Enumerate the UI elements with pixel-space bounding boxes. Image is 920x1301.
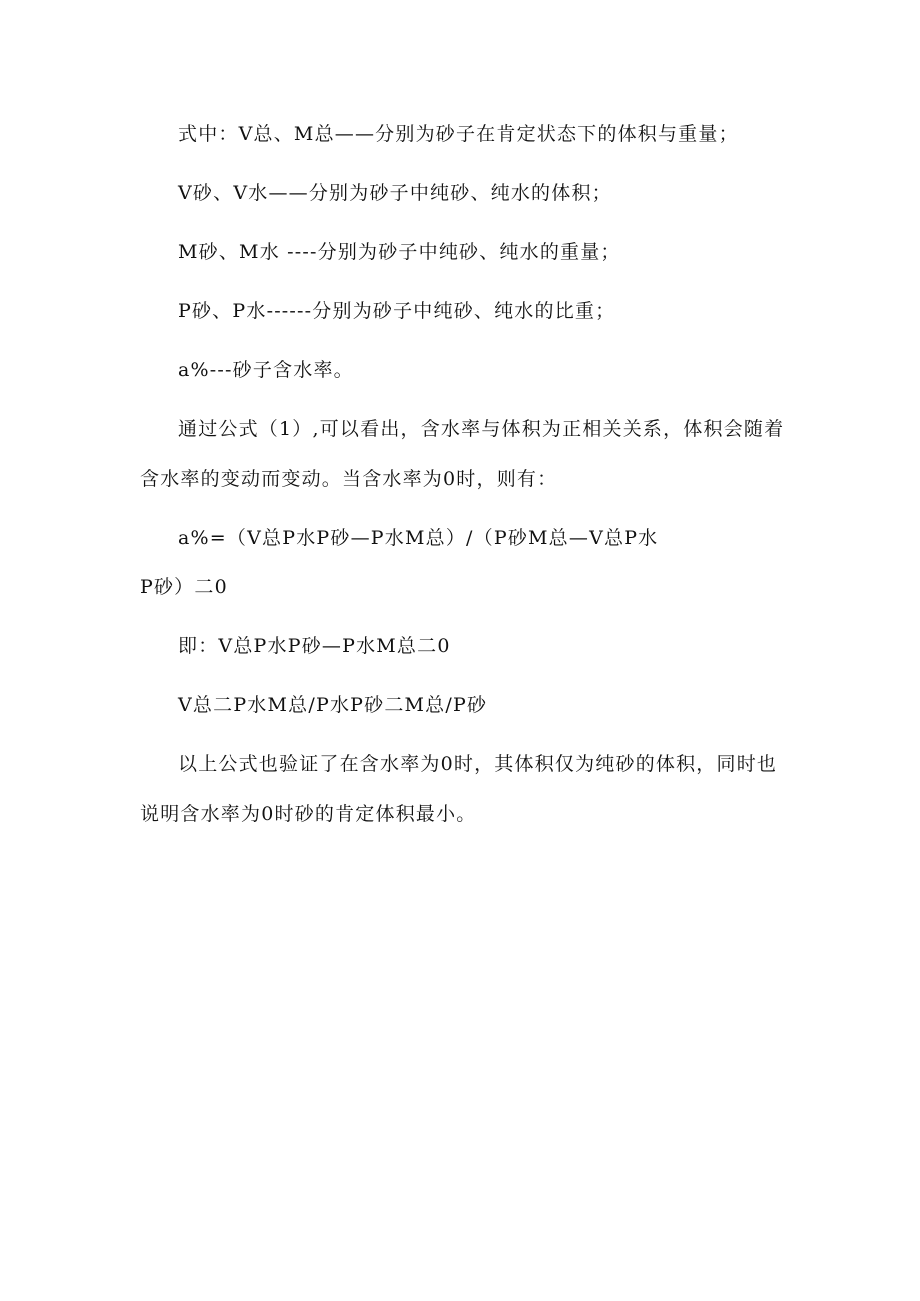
definition-m-sand-water: M砂、M水 ----分别为砂子中纯砂、纯水的重量； bbox=[178, 241, 621, 263]
paragraph-conclusion-line1: 以上公式也验证了在含水率为0时，其体积仅为纯砂的体积，同时也 bbox=[178, 753, 778, 775]
definition-v-sand-water: V砂、V水——分别为砂子中纯砂、纯水的体积； bbox=[178, 182, 612, 204]
paragraph-formula-intro-line2: 含水率的变动而变动。当含水率为0时，则有： bbox=[140, 468, 558, 490]
definition-v-m-total: 式中：V总、M总——分别为砂子在肯定状态下的体积与重量； bbox=[178, 123, 739, 145]
definition-moisture-rate: a%---砂子含水率。 bbox=[178, 359, 354, 381]
formula-result: V总二P水M总/P水P砂二M总/P砂 bbox=[178, 694, 488, 716]
formula-equivalent: 即：V总P水P砂—P水M总二0 bbox=[178, 635, 451, 657]
definition-p-sand-water: P砂、P水------分别为砂子中纯砂、纯水的比重； bbox=[178, 300, 616, 322]
formula-line1: a%=（V总P水P砂—P水M总）/（P砂M总—V总P水 bbox=[178, 527, 659, 549]
formula-line2: P砂）二0 bbox=[140, 576, 228, 598]
paragraph-conclusion-line2: 说明含水率为0时砂的肯定体积最小。 bbox=[140, 803, 477, 825]
paragraph-formula-intro-line1: 通过公式（1）,可以看出，含水率与体积为正相关关系，体积会随着 bbox=[178, 418, 785, 440]
